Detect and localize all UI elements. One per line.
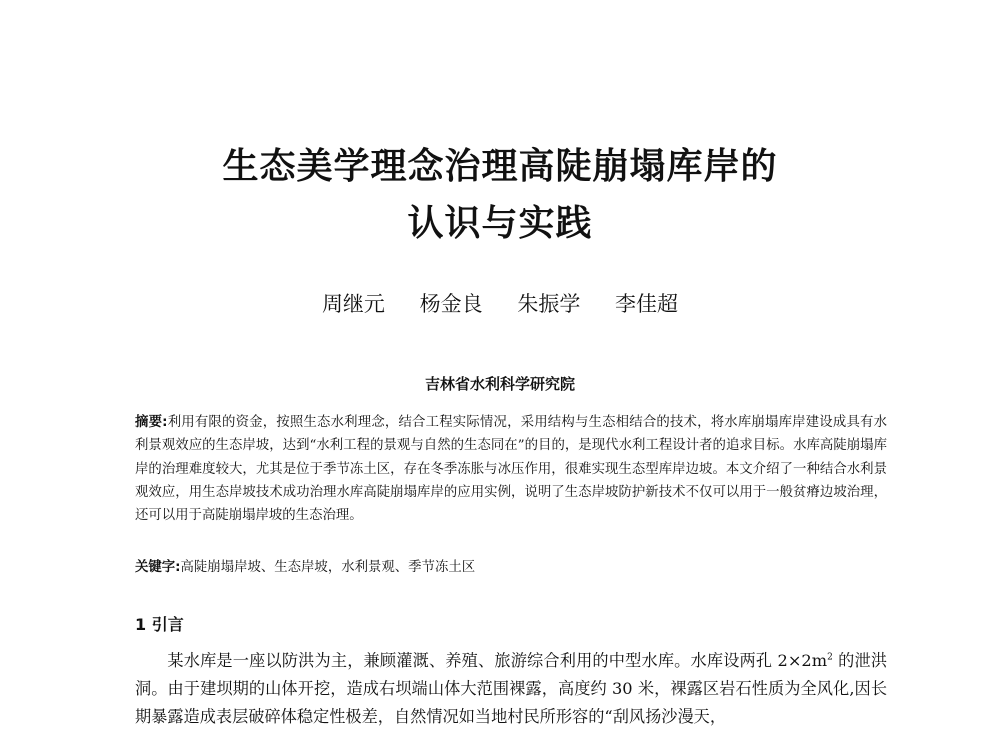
author-name: 李佳超 [615,292,679,316]
author-name: 周继元 [321,292,385,316]
affiliation: 吉林省水利科学研究院 [424,375,575,393]
body-text-part-2: 的泄洪洞。由于建坝期的山体开挖，造成右坝端山体大范围裸露，高度约 30 米，裸露区岩石性质为全风化,因长期暴露造成表层破碎体稳定性极差，自然情况如当地村民所形容的“刮风扬沙漫天， [135,651,888,726]
keywords-label: 关键字: [135,560,181,575]
section-heading: 1 引言 [135,615,184,634]
paper-title-line-2: 认识与实践 [407,203,593,244]
keywords-text: 高陡崩塌岸坡、生态岸坡，水利景观、季节冻土区 [180,560,476,575]
keywords [135,556,887,579]
abstract [135,411,887,527]
body-text-part-1: 某水库是一座以防洪为主，兼顾灌溉、养殖、旅游综合利用的中型水库。水库设两孔 2×2m [167,651,828,670]
body-paragraph [135,647,887,731]
author-name: 朱振学 [517,292,581,316]
abstract-text: 利用有限的资金，按照生态水利理念，结合工程实际情况，采用结构与生态相结合的技术，将水库崩塌库岸建设成具有水利景观效应的生态岸坡，达到“水利工程的景观与自然的生态同在”的目的，是现代水利工程设计者的追求目标。水库高陡崩塌库岸的治理难度较大，尤其是位于季节冻土区，存在冬季冻胀与冰压作用，很难实现生态型库岸边坡。本文介绍了一种结合水利景观效应，用生态岸坡技术成功治理水库高陡崩塌库岸的应用实例，说明了生态岸坡防护新技术不仅可以用于一般贫瘠边坡治理，还可以用于高陡崩塌岸坡的生态治理。 [135,415,888,524]
paper-title-line-1: 生态美学理念治理高陡崩塌库岸的 [222,146,778,187]
body-superscript: 2 [827,652,833,663]
author-list [0,288,1000,318]
author-name: 杨金良 [419,292,483,316]
abstract-label: 摘要: [135,415,168,430]
